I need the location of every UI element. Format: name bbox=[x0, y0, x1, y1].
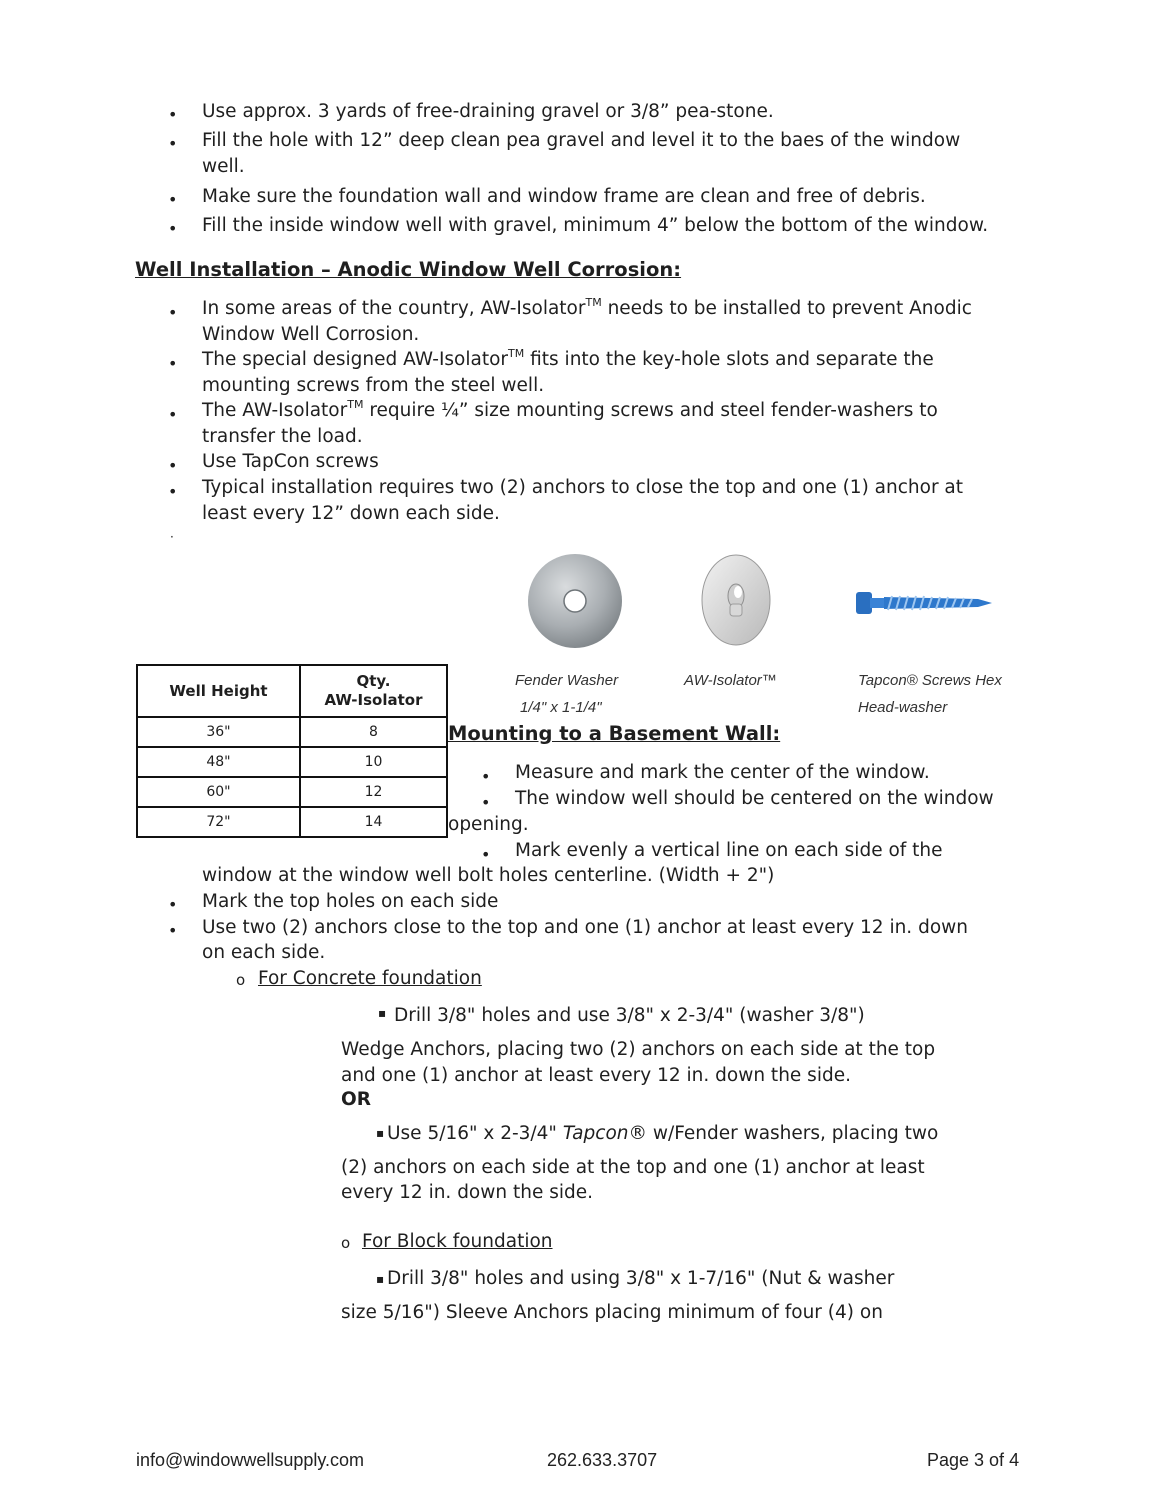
anodic-bullet-5-cont: least every 12” down each side. bbox=[202, 503, 500, 524]
caption-fender-washer: Fender Washer bbox=[515, 672, 619, 689]
block-step-1-cont: size 5/16") Sleeve Anchors placing minimum of four (4) on bbox=[341, 1302, 883, 1323]
footer-phone: 262.633.3707 bbox=[547, 1450, 658, 1470]
bullet-dot: • bbox=[168, 190, 178, 209]
table-header-well-height: Well Height bbox=[137, 665, 300, 717]
concrete-step-2-cont-2: every 12 in. down the side. bbox=[341, 1182, 594, 1203]
mounting-bullet-2: The window well should be centered on the window bbox=[515, 788, 994, 809]
isolator-quantity-table bbox=[136, 664, 448, 838]
anodic-bullet-1: In some areas of the country, AW-Isolator™ needs to be installed to prevent Anodic bbox=[202, 296, 972, 319]
caption-fender-washer-size: 1/4" x 1-1/4" bbox=[520, 699, 602, 716]
concrete-step-1: Drill 3/8" holes and use 3/8" x 2-3/4" (washer 3/8") bbox=[394, 1005, 865, 1026]
mounting-heading: Mounting to a Basement Wall: bbox=[448, 722, 781, 745]
square-bullet: ▪ bbox=[376, 1272, 385, 1286]
caption-tapcon-2: Head-washer bbox=[858, 699, 948, 716]
aw-isolator-image bbox=[694, 552, 776, 648]
anodic-bullet-3: The AW-Isolator™ require ¼” size mounting screws and steel fender-washers to bbox=[202, 398, 938, 421]
square-bullet: ▪ bbox=[376, 1126, 385, 1140]
block-foundation-label: For Block foundation bbox=[362, 1231, 553, 1252]
bullet-dot: • bbox=[168, 456, 178, 475]
caption-aw-isolator: AW-Isolator™ bbox=[684, 672, 777, 689]
table-row: 36" 8 bbox=[137, 717, 447, 747]
concrete-foundation-label: For Concrete foundation bbox=[258, 968, 482, 989]
prep-bullet-3: Make sure the foundation wall and window frame are clean and free of debris. bbox=[202, 186, 926, 207]
bullet-dot: • bbox=[481, 845, 491, 864]
anodic-bullet-5: Typical installation requires two (2) anchors to close the top and one (1) anchor at bbox=[202, 477, 964, 498]
bullet-dot: • bbox=[168, 354, 178, 373]
bullet-dot: • bbox=[481, 793, 491, 812]
table-row: 48" 10 bbox=[137, 747, 447, 777]
bullet-dot: • bbox=[168, 219, 178, 238]
circle-bullet: o bbox=[236, 971, 246, 989]
mounting-bullet-5: Use two (2) anchors close to the top and one (1) anchor at least every 12 in. down bbox=[202, 917, 968, 938]
mounting-bullet-2-cont: opening. bbox=[448, 814, 529, 835]
anodic-bullet-2: The special designed AW-Isolator™ fits into the key-hole slots and separate the bbox=[202, 347, 934, 370]
anodic-bullet-2-cont: mounting screws from the steel well. bbox=[202, 375, 545, 396]
concrete-step-2-cont: (2) anchors on each side at the top and one (1) anchor at least bbox=[341, 1157, 925, 1178]
mounting-bullet-4: Mark the top holes on each side bbox=[202, 891, 499, 912]
bullet-dot: • bbox=[168, 105, 178, 124]
empty-bullet-dot: · bbox=[170, 530, 174, 544]
concrete-step-2: Use 5/16" x 2-3/4" Tapcon® w/Fender washers, placing two bbox=[387, 1123, 939, 1144]
bullet-dot: • bbox=[168, 303, 178, 322]
caption-tapcon: Tapcon® Screws Hex bbox=[858, 672, 1002, 689]
bullet-dot: • bbox=[168, 482, 178, 501]
bullet-dot: • bbox=[168, 895, 178, 914]
circle-bullet: o bbox=[341, 1234, 351, 1252]
anodic-bullet-1-cont: Window Well Corrosion. bbox=[202, 324, 420, 345]
block-step-1: Drill 3/8" holes and using 3/8" x 1-7/16" (Nut & washer bbox=[387, 1268, 895, 1289]
prep-bullet-2-cont: well. bbox=[202, 156, 245, 177]
bullet-dot: • bbox=[481, 767, 491, 786]
square-bullet: ▪ bbox=[378, 1006, 387, 1020]
concrete-step-1-cont-2: and one (1) anchor at least every 12 in. down the side. bbox=[341, 1065, 851, 1086]
anodic-heading: Well Installation – Anodic Window Well Corrosion: bbox=[135, 258, 682, 281]
footer-email: info@windowwellsupply.com bbox=[136, 1450, 365, 1470]
mounting-bullet-1: Measure and mark the center of the window. bbox=[515, 762, 930, 783]
tapcon-screw-image bbox=[854, 588, 994, 618]
anodic-bullet-3-cont: transfer the load. bbox=[202, 426, 363, 447]
anodic-bullet-4: Use TapCon screws bbox=[202, 451, 379, 472]
mounting-bullet-5-cont: on each side. bbox=[202, 942, 326, 963]
fender-washer-image bbox=[526, 552, 624, 650]
mounting-bullet-3-cont: window at the window well bolt holes centerline. (Width + 2") bbox=[202, 865, 775, 886]
or-label: OR bbox=[341, 1089, 371, 1110]
mounting-bullet-3: Mark evenly a vertical line on each side of the bbox=[515, 840, 943, 861]
concrete-step-1-cont: Wedge Anchors, placing two (2) anchors on each side at the top bbox=[341, 1039, 936, 1060]
bullet-dot: • bbox=[168, 134, 178, 153]
table-row: 72" 14 bbox=[137, 807, 447, 837]
table-row: 60" 12 bbox=[137, 777, 447, 807]
prep-bullet-4: Fill the inside window well with gravel, minimum 4” below the bottom of the window. bbox=[202, 215, 989, 236]
footer-page-number: Page 3 of 4 bbox=[927, 1450, 1020, 1470]
prep-bullet-1: Use approx. 3 yards of free-draining gravel or 3/8” pea-stone. bbox=[202, 101, 774, 122]
bullet-dot: • bbox=[168, 405, 178, 424]
bullet-dot: • bbox=[168, 921, 178, 940]
table-header-qty: Qty. AW-Isolator bbox=[300, 665, 447, 717]
prep-bullet-2: Fill the hole with 12” deep clean pea gravel and level it to the baes of the window bbox=[202, 130, 961, 151]
